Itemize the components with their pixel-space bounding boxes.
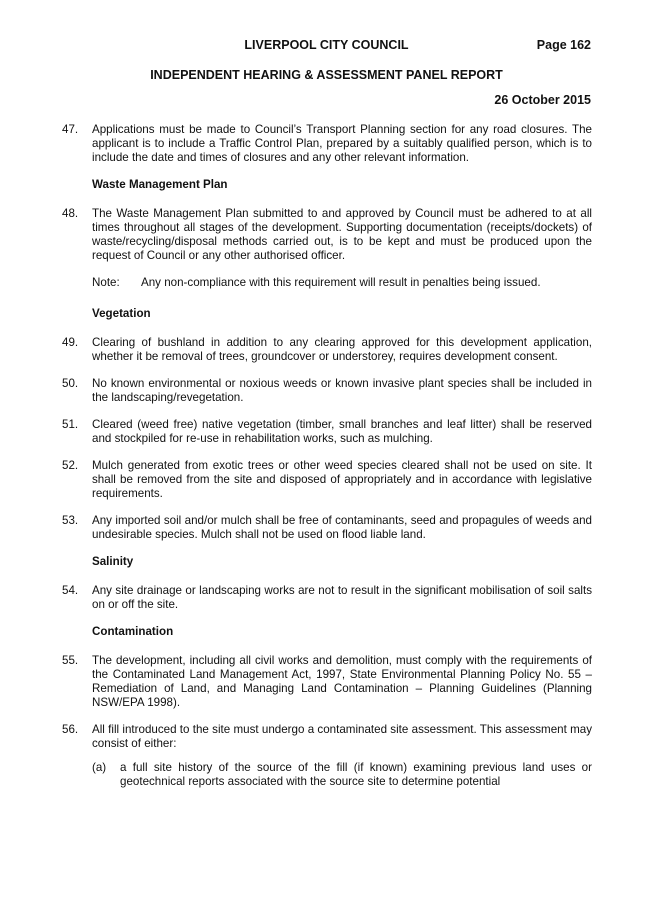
condition-number: 53. xyxy=(62,514,79,527)
condition-52 xyxy=(62,459,592,501)
council-name: LIVERPOOL CITY COUNCIL xyxy=(244,38,409,52)
condition-text: Mulch generated from exotic trees or other weed species cleared shall not be used on site. It shall be removed from the site and disposed of appropriately and in accordance with legislative requirements. xyxy=(92,459,592,500)
condition-56 xyxy=(62,723,592,751)
report-date: 26 October 2015 xyxy=(494,93,591,107)
page-number: Page 162 xyxy=(536,38,591,52)
section-heading-waste: Waste Management Plan xyxy=(92,178,228,191)
condition-53 xyxy=(62,514,592,542)
condition-number: 55. xyxy=(62,654,79,667)
sub-item-text: a full site history of the source of the fill (if known) examining previous land uses or geotechnical reports associated with the source site to determine potential xyxy=(120,761,592,788)
note-text: Any non-compliance with this requirement will result in penalties being issued. xyxy=(141,276,541,289)
condition-number: 52. xyxy=(62,459,79,472)
condition-text: The development, including all civil works and demolition, must comply with the requirements of the Contaminated Land Management Act, 1997, State Environmental Planning Policy No. 55 – Remediation of Land, and Managing Land Contamination – Planning Guidelines (Planning NSW/EPA 1998). xyxy=(92,654,592,709)
section-heading-vegetation: Vegetation xyxy=(92,307,151,320)
condition-number: 47. xyxy=(62,123,79,136)
section-heading-salinity: Salinity xyxy=(92,555,134,568)
sub-item-label: (a) xyxy=(92,761,107,774)
condition-48-note xyxy=(62,276,592,290)
section-heading-contamination: Contamination xyxy=(92,625,174,638)
condition-47 xyxy=(62,123,592,165)
condition-48 xyxy=(62,207,592,263)
condition-number: 48. xyxy=(62,207,79,220)
condition-54 xyxy=(62,584,592,612)
condition-number: 56. xyxy=(62,723,79,736)
condition-text: Cleared (weed free) native vegetation (timber, small branches and leaf litter) shall be reserved and stockpiled for re-use in rehabilitation works, such as mulching. xyxy=(92,418,592,445)
conditions-body xyxy=(62,123,592,789)
condition-text: Applications must be made to Council’s Transport Planning section for any road closures. The applicant is to include a Traffic Control Plan, prepared by a suitably qualified person, which is to include the date and times of closures and any other relevant information. xyxy=(92,123,592,164)
condition-text: The Waste Management Plan submitted to and approved by Council must be adhered to at all times throughout all stages of the development. Supporting documentation (receipts/dockets) of waste/recycling/disposal methods carried out, is to be kept and must be produced upon the request of Council or any other authorised officer. xyxy=(92,207,592,262)
condition-51 xyxy=(62,418,592,446)
condition-number: 50. xyxy=(62,377,79,390)
condition-text: Clearing of bushland in addition to any clearing approved for this development application, whether it be removal of trees, groundcover or understorey, requires development consent. xyxy=(92,336,592,363)
report-title: INDEPENDENT HEARING & ASSESSMENT PANEL REPORT xyxy=(150,68,503,82)
condition-49 xyxy=(62,336,592,364)
condition-number: 54. xyxy=(62,584,79,597)
condition-number: 51. xyxy=(62,418,79,431)
condition-55 xyxy=(62,654,592,710)
condition-text: No known environmental or noxious weeds or known invasive plant species shall be included in the landscaping/revegetation. xyxy=(92,377,592,404)
condition-text: All fill introduced to the site must undergo a contaminated site assessment. This assessment may consist of either: xyxy=(92,723,592,750)
condition-56-a xyxy=(62,761,592,789)
condition-text: Any imported soil and/or mulch shall be free of contaminants, seed and propagules of weeds and undesirable species. Mulch shall not be used on flood liable land. xyxy=(92,514,592,541)
condition-50 xyxy=(62,377,592,405)
condition-number: 49. xyxy=(62,336,79,349)
note-label: Note: xyxy=(92,276,120,289)
condition-text: Any site drainage or landscaping works are not to result in the significant mobilisation of soil salts on or off the site. xyxy=(92,584,592,611)
